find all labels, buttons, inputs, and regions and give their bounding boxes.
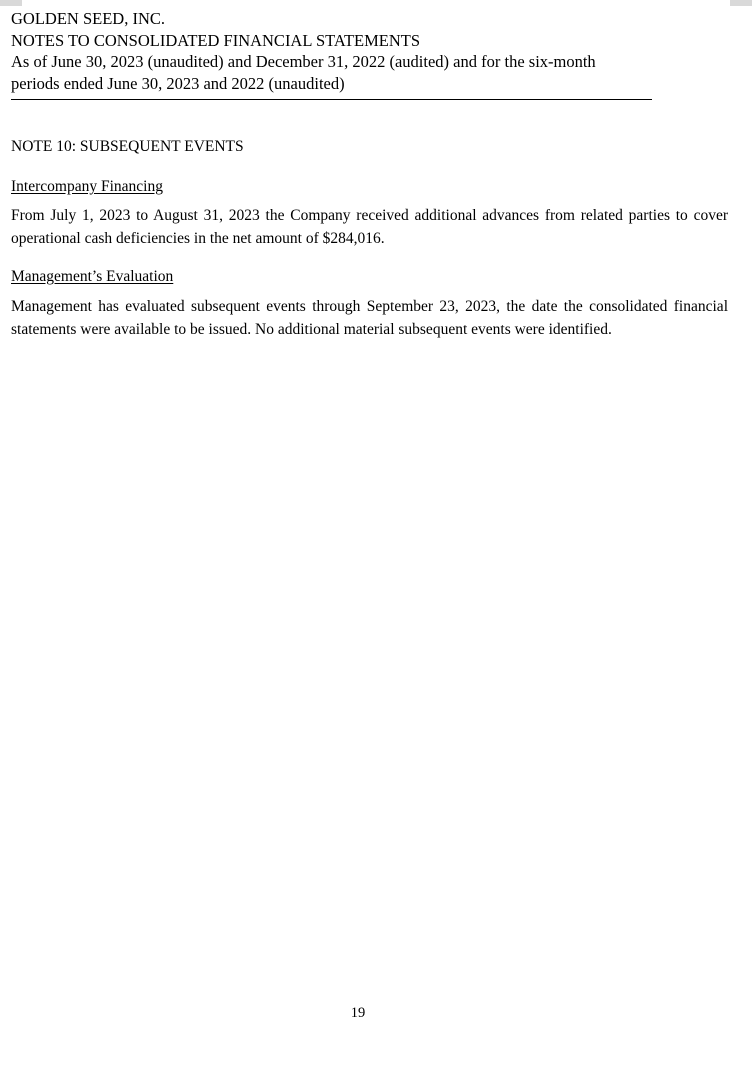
section-heading-intercompany-financing: Intercompany Financing: [11, 178, 163, 195]
company-name: GOLDEN SEED, INC.: [11, 9, 165, 28]
section-body-management-evaluation: Management has evaluated subsequent events through September 23, 2023, the date the consolidated financial statements were available to be issued. No additional material subsequent events were identified.: [11, 298, 728, 338]
period-description-line-2: periods ended June 30, 2023 and 2022 (unaudited): [11, 73, 345, 93]
period-description-line-1: As of June 30, 2023 (unaudited) and December 31, 2022 (audited) and for the six-month: [11, 52, 596, 71]
statement-title: NOTES TO CONSOLIDATED FINANCIAL STATEMENTS: [11, 30, 421, 50]
document-header: [11, 8, 651, 94]
page-corner-mark-right: [730, 0, 752, 6]
section-heading-management-evaluation: Management’s Evaluation: [11, 268, 174, 285]
page-number: 19: [350, 1005, 366, 1021]
page-corner-mark-left: [0, 0, 22, 6]
note-title: NOTE 10: SUBSEQUENT EVENTS: [11, 138, 244, 155]
section-body-intercompany-financing: From July 1, 2023 to August 31, 2023 the Company received additional advances from related parties to cover operational cash deficiencies in the net amount of $284,016.: [11, 207, 728, 247]
header-divider: [11, 99, 652, 100]
